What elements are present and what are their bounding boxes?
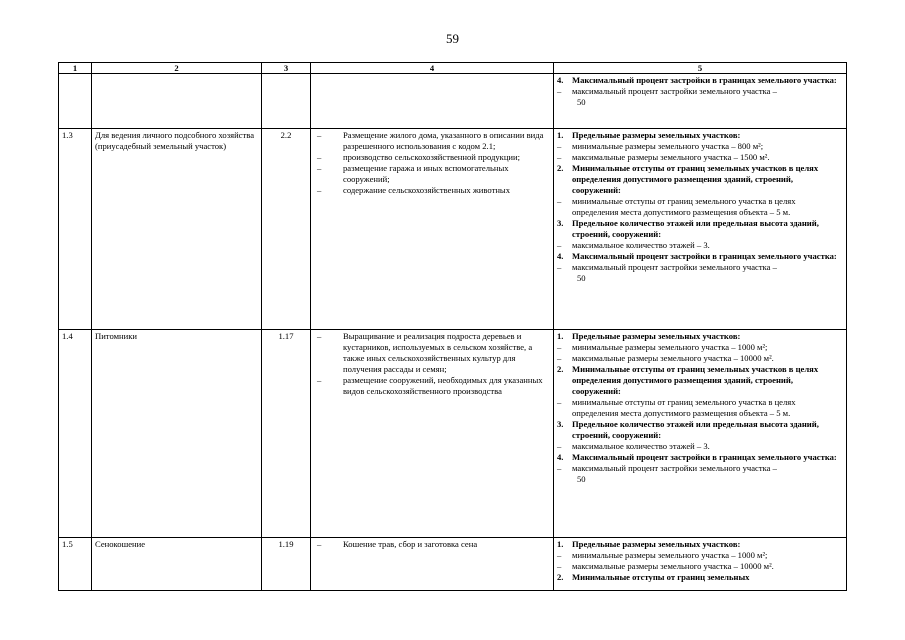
table-row xyxy=(59,330,847,538)
header-col-3: 3 xyxy=(262,63,311,74)
requirement-text: максимальный процент застройки земельного участка – xyxy=(572,463,777,473)
use-text: производство сельскохозяйственной продукции; xyxy=(343,152,521,162)
requirement-heading xyxy=(557,572,843,583)
requirement-number: 1. xyxy=(557,539,564,549)
requirement-text: минимальные отступы от границ земельного участка в целях определения места допустимого размещения объекта – 5 м. xyxy=(572,196,796,217)
requirement-value xyxy=(557,353,843,364)
requirement-value xyxy=(557,550,843,561)
requirement-text: максимальный процент застройки земельного участка – xyxy=(572,86,777,96)
requirement-number: 3. xyxy=(557,419,564,429)
requirement-text: максимальные размеры земельного участка – 10000 м². xyxy=(572,561,774,571)
requirement-heading xyxy=(557,539,843,550)
requirement-value-tail: 50 xyxy=(577,97,586,107)
dash-bullet: – xyxy=(317,130,322,140)
requirement-heading xyxy=(557,75,843,86)
dash-bullet: – xyxy=(557,397,562,407)
requirement-heading xyxy=(557,452,843,463)
requirement-text: максимальное количество этажей – 3. xyxy=(572,240,710,250)
requirement-title: Максимальный процент застройки в границах земельного участка: xyxy=(572,452,837,462)
row-number: 1.5 xyxy=(59,538,92,591)
requirement-value-tail: 50 xyxy=(577,273,586,283)
row-number: 1.4 xyxy=(59,330,92,538)
land-use-code: 1.17 xyxy=(262,330,311,538)
requirements-cell xyxy=(554,538,847,591)
permitted-uses-cell xyxy=(311,538,554,591)
permitted-uses-list xyxy=(314,331,550,397)
requirement-number: 3. xyxy=(557,218,564,228)
dash-bullet: – xyxy=(557,561,562,571)
land-use-name: Питомники xyxy=(92,330,262,538)
requirement-text: минимальные размеры земельного участка – 800 м²; xyxy=(572,141,764,151)
requirement-value xyxy=(557,561,843,572)
requirement-number: 2. xyxy=(557,163,564,173)
page-number: 59 xyxy=(446,31,459,46)
requirement-number: 1. xyxy=(557,130,564,140)
requirement-heading xyxy=(557,163,843,196)
dash-bullet: – xyxy=(557,441,562,451)
requirement-heading xyxy=(557,419,843,441)
requirements-cell xyxy=(554,74,847,129)
dash-bullet: – xyxy=(557,342,562,352)
requirement-value xyxy=(557,463,843,474)
dash-bullet: – xyxy=(317,331,322,341)
requirement-heading xyxy=(557,364,843,397)
permitted-uses-list xyxy=(314,539,550,550)
dash-bullet: – xyxy=(557,196,562,206)
requirement-heading xyxy=(557,251,843,262)
use-text: размещение гаража и иных вспомогательных сооружений; xyxy=(343,163,509,184)
requirement-text: минимальные размеры земельного участка – 1000 м²; xyxy=(572,342,768,352)
requirement-value xyxy=(557,240,843,251)
use-text: Размещение жилого дома, указанного в описании вида разрешенного использования с кодом 2.1; xyxy=(343,130,544,151)
requirement-number: 4. xyxy=(557,452,564,462)
land-use-code: 2.2 xyxy=(262,129,311,330)
requirements-cell xyxy=(554,330,847,538)
requirement-heading xyxy=(557,218,843,240)
permitted-uses-cell xyxy=(311,129,554,330)
requirement-title: Предельное количество этажей или предельная высота зданий, строений, сооружений: xyxy=(572,419,819,440)
requirement-value xyxy=(557,342,843,353)
list-item xyxy=(314,130,550,152)
table-row xyxy=(59,538,847,591)
dash-bullet: – xyxy=(557,550,562,560)
use-text: размещение сооружений, необходимых для указанных видов сельскохозяйственного производства xyxy=(343,375,543,396)
list-item xyxy=(314,185,550,196)
list-item xyxy=(314,375,550,397)
requirement-number: 2. xyxy=(557,572,564,582)
dash-bullet: – xyxy=(317,163,322,173)
requirement-text: максимальное количество этажей – 3. xyxy=(572,441,710,451)
requirement-value xyxy=(557,262,843,273)
dash-bullet: – xyxy=(317,375,322,385)
use-text: Выращивание и реализация подроста деревьев и кустарников, используемых в сельском хозяйстве, а также иных сельскохозяйственных культур для получения рассады и семян; xyxy=(343,331,533,374)
row-number: 1.3 xyxy=(59,129,92,330)
requirement-text: максимальные размеры земельного участка – 1500 м². xyxy=(572,152,770,162)
list-item xyxy=(314,331,550,375)
requirement-title: Максимальный процент застройки в границах земельного участка: xyxy=(572,75,837,85)
header-col-5: 5 xyxy=(554,63,847,74)
use-text: Кошение трав, сбор и заготовка сена xyxy=(343,539,478,549)
requirement-value xyxy=(557,196,843,218)
use-text: содержание сельскохозяйственных животных xyxy=(343,185,511,195)
zoning-regulations-table xyxy=(58,62,847,591)
requirement-title: Максимальный процент застройки в границах земельного участка: xyxy=(572,251,837,261)
dash-bullet: – xyxy=(557,262,562,272)
list-item xyxy=(314,163,550,185)
requirement-title: Предельные размеры земельных участков: xyxy=(572,331,741,341)
requirement-value xyxy=(557,86,843,97)
dash-bullet: – xyxy=(557,353,562,363)
requirement-title: Предельные размеры земельных участков: xyxy=(572,539,741,549)
permitted-uses-cell xyxy=(311,330,554,538)
requirement-text: минимальные размеры земельного участка – 1000 м²; xyxy=(572,550,768,560)
dash-bullet: – xyxy=(557,152,562,162)
list-item xyxy=(314,152,550,163)
requirement-title: Минимальные отступы от границ земельных участков в целях определения допустимого размещения зданий, строений, сооружений: xyxy=(572,364,819,396)
list-item xyxy=(314,539,550,550)
requirement-title: Минимальные отступы от границ земельных xyxy=(572,572,750,582)
requirement-heading xyxy=(557,331,843,342)
requirement-value xyxy=(557,397,843,419)
header-col-2: 2 xyxy=(92,63,262,74)
requirement-text: максимальный процент застройки земельного участка – xyxy=(572,262,777,272)
land-use-code: 1.19 xyxy=(262,538,311,591)
header-col-1: 1 xyxy=(59,63,92,74)
requirement-number: 2. xyxy=(557,364,564,374)
land-use-name: Сенокошение xyxy=(92,538,262,591)
dash-bullet: – xyxy=(317,152,322,162)
requirement-title: Предельное количество этажей или предельная высота зданий, строений, сооружений: xyxy=(572,218,819,239)
permitted-uses-list xyxy=(314,130,550,196)
requirement-heading xyxy=(557,130,843,141)
requirement-text: минимальные отступы от границ земельного участка в целях определения места допустимого размещения объекта – 5 м. xyxy=(572,397,796,418)
table-row xyxy=(59,129,847,330)
requirement-value xyxy=(557,441,843,452)
requirement-number: 1. xyxy=(557,331,564,341)
requirement-value-tail: 50 xyxy=(577,474,586,484)
land-use-name: Для ведения личного подсобного хозяйства (приусадебный земельный участок) xyxy=(92,129,262,330)
dash-bullet: – xyxy=(557,463,562,473)
requirement-text: максимальные размеры земельного участка – 10000 м². xyxy=(572,353,774,363)
table-header-row xyxy=(59,63,847,74)
table-row-continuation xyxy=(59,74,847,129)
dash-bullet: – xyxy=(557,141,562,151)
requirement-number: 4. xyxy=(557,75,564,85)
requirement-value xyxy=(557,152,843,163)
dash-bullet: – xyxy=(557,240,562,250)
requirements-cell xyxy=(554,129,847,330)
requirement-title: Минимальные отступы от границ земельных участков в целях определения допустимого размещения зданий, строений, сооружений: xyxy=(572,163,819,195)
dash-bullet: – xyxy=(317,539,322,549)
requirement-number: 4. xyxy=(557,251,564,261)
requirement-value xyxy=(557,141,843,152)
header-col-4: 4 xyxy=(311,63,554,74)
requirement-title: Предельные размеры земельных участков: xyxy=(572,130,741,140)
dash-bullet: – xyxy=(557,86,562,96)
dash-bullet: – xyxy=(317,185,322,195)
